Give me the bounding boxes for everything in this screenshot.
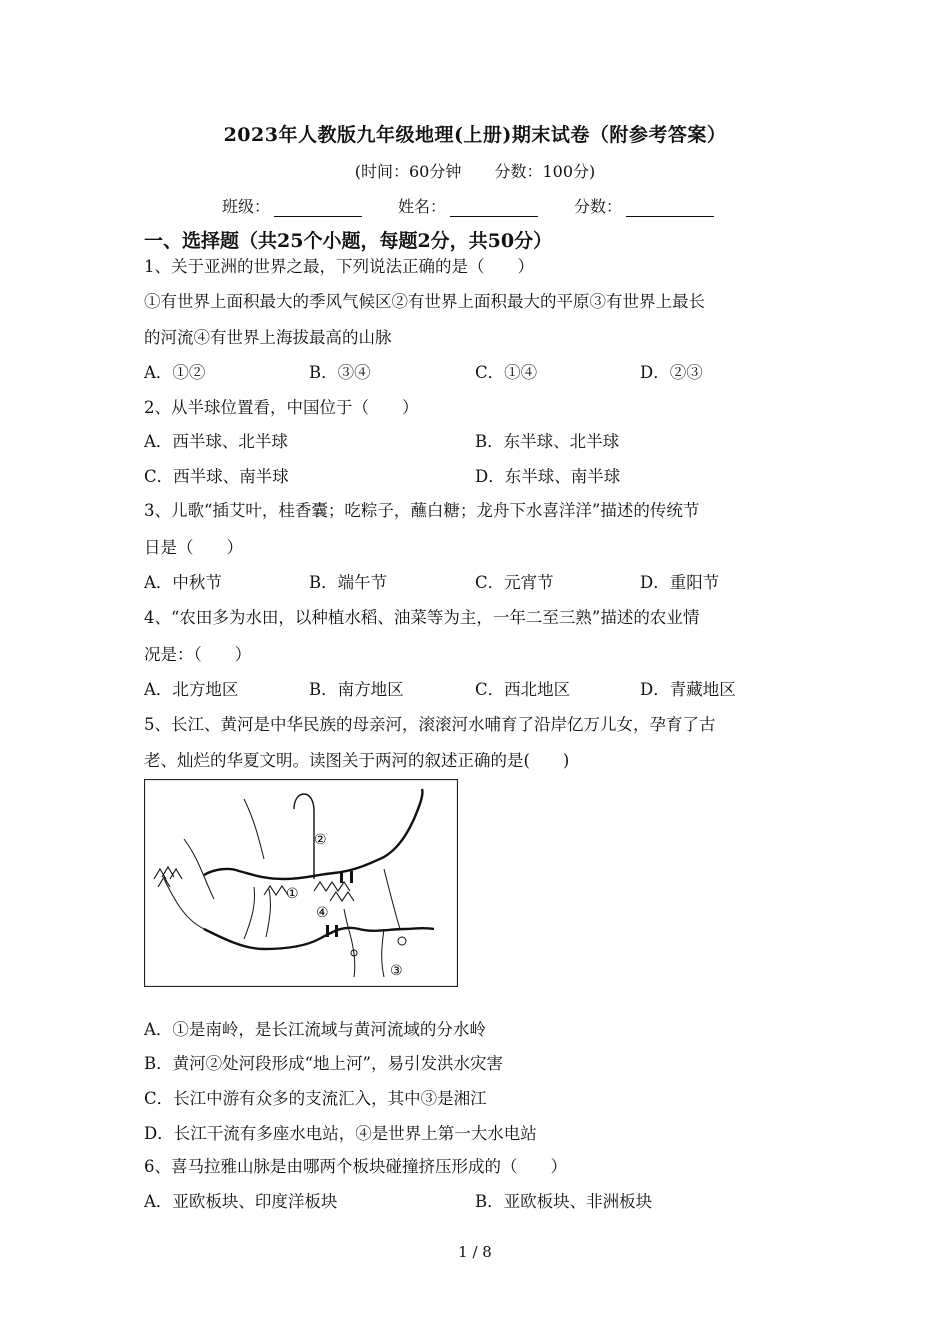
q1-option-c: C．①④: [475, 363, 538, 382]
name-blank: [450, 200, 538, 217]
name-label: 姓名：: [398, 197, 447, 216]
q3-option-a: A．中秋节: [144, 573, 222, 592]
q1-option-a: A．①②: [144, 363, 206, 382]
q6-option-a: A．亚欧板块、印度洋板块: [144, 1192, 338, 1211]
q1-detail-line2: 的河流④有世界上海拔最高的山脉: [144, 328, 392, 347]
time-limit: (时间：60分钟: [354, 162, 462, 181]
q2-option-d: D．东半球、南半球: [475, 467, 621, 486]
exam-title: 2023年人教版九年级地理(上册)期末试卷（附参考答案）: [223, 124, 727, 146]
q4-stem-line1: 4、“农田多为水田，以种植水稻、油菜等为主，一年二至三熟”描述的农业情: [144, 608, 700, 627]
q2-option-b: B．东半球、北半球: [475, 432, 620, 451]
q5-option-c: C．长江中游有众多的支流汇入，其中③是湘江: [144, 1089, 487, 1108]
q3-option-b: B．端午节: [309, 573, 388, 592]
map-label-2: ②: [314, 832, 327, 848]
class-field: [222, 194, 362, 217]
q4-option-a: A．北方地区: [144, 680, 239, 699]
q5-option-a: A．①是南岭，是长江流域与黄河流域的分水岭: [144, 1020, 486, 1039]
score-blank: [626, 200, 714, 217]
q5-option-b: B．黄河②处河段形成“地上河”，易引发洪水灾害: [144, 1054, 503, 1073]
q1-stem: 1、关于亚洲的世界之最，下列说法正确的是（ ）: [144, 257, 534, 276]
q4-stem-line2: 况是：（ ）: [144, 645, 252, 664]
score-label: 分数：: [574, 197, 623, 216]
q3-stem-line2: 日是（ ）: [144, 538, 243, 557]
q5-stem-line1: 5、长江、黄河是中华民族的母亲河，滚滚河水哺育了沿岸亿万儿女，孕育了古: [144, 715, 716, 734]
q6-stem: 6、喜马拉雅山脉是由哪两个板块碰撞挤压形成的（ ）: [144, 1157, 567, 1176]
q4-option-c: C．西北地区: [475, 680, 571, 699]
map-label-3: ③: [390, 963, 403, 979]
q3-option-d: D．重阳节: [640, 573, 720, 592]
class-blank: [274, 200, 362, 217]
q4-option-b: B．南方地区: [309, 680, 404, 699]
exam-subtitle: [0, 159, 950, 182]
q1-option-b: B．③④: [309, 363, 371, 382]
q4-option-d: D．青藏地区: [640, 680, 736, 699]
score-field: [574, 194, 714, 217]
student-info-row: [222, 194, 750, 217]
q6-option-b: B．亚欧板块、非洲板块: [475, 1192, 653, 1211]
river-map-figure: [144, 779, 458, 987]
q1-detail-line1: ①有世界上面积最大的季风气候区②有世界上面积最大的平原③有世界上最长: [144, 292, 705, 311]
q2-option-c: C．西半球、南半球: [144, 467, 289, 486]
q3-stem-line1: 3、儿歌“插艾叶，桂香囊；吃粽子，蘸白糖；龙舟下水喜洋洋”描述的传统节: [144, 501, 700, 520]
page-number: 1 / 8: [458, 1243, 492, 1261]
map-label-1: ①: [286, 886, 299, 902]
q3-option-c: C．元宵节: [475, 573, 554, 592]
name-field: [398, 194, 538, 217]
class-label: 班级：: [222, 197, 271, 216]
section-heading: 一、选择题（共25个小题，每题2分，共50分）: [144, 230, 553, 252]
q2-stem: 2、从半球位置看，中国位于（ ）: [144, 398, 419, 417]
q5-option-d: D．长江干流有多座水电站，④是世界上第一大水电站: [144, 1124, 537, 1143]
q2-option-a: A．西半球、北半球: [144, 432, 288, 451]
q5-stem-line2: 老、灿烂的华夏文明。读图关于两河的叙述正确的是( ): [144, 751, 570, 770]
total-score: 分数：100分): [494, 162, 596, 181]
q1-option-d: D．②③: [640, 363, 703, 382]
map-label-4: ④: [316, 905, 329, 921]
